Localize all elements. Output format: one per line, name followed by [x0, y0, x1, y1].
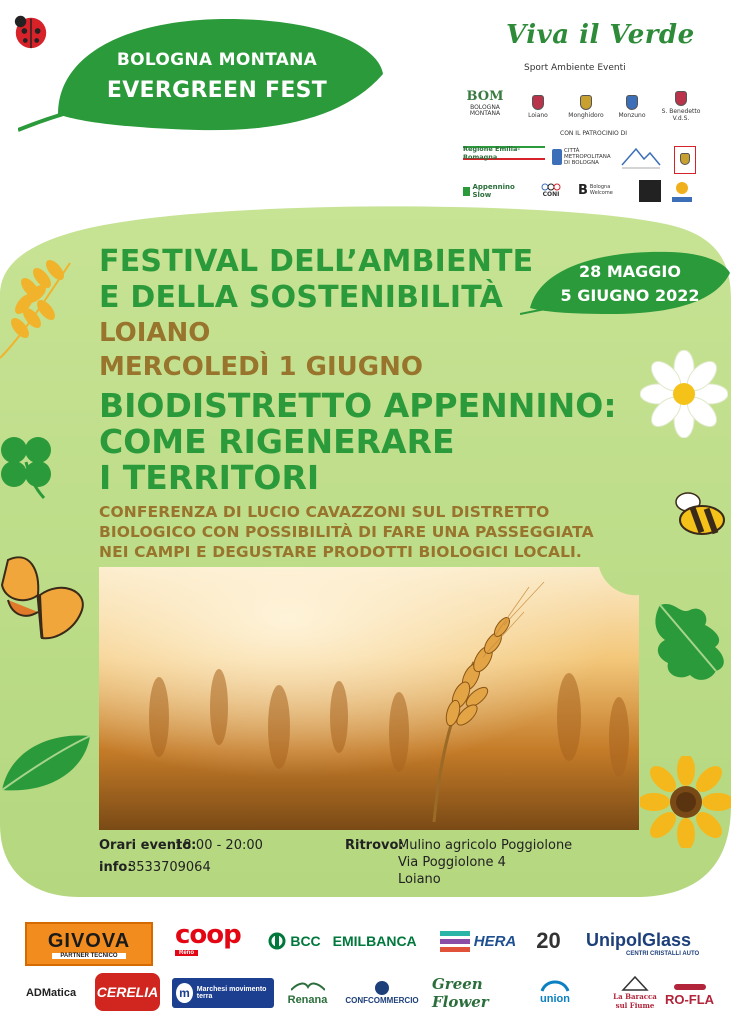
givova-name: GIVOVA — [47, 929, 131, 952]
bcc-icon — [268, 932, 286, 950]
date-start: 28 MAGGIO — [579, 262, 681, 281]
comune-monghidoro-logo — [570, 88, 602, 126]
union-name: union — [540, 993, 570, 1005]
bom-logo-label: BOLOGNA MONTANA — [469, 103, 501, 118]
baracca-logo — [610, 972, 660, 1012]
viva-il-verde-subtitle: Sport Ambiente Eventi — [524, 63, 626, 73]
viva-il-verde-logo: Viva il Verde — [506, 20, 695, 50]
confcommercio-name: CONFCOMMERCIO — [345, 995, 419, 1005]
marchesi-name: Marchesi movimento terra — [196, 986, 267, 1000]
event-location: LOIANO — [99, 318, 211, 348]
bologna-welcome-logo: B Bologna Welcome — [578, 182, 613, 198]
comune-monghidoro-label: Monghidoro — [568, 111, 604, 119]
crest-icon — [580, 95, 592, 110]
orari-label: Orari evento: — [99, 838, 197, 853]
sunflower-icon — [640, 756, 731, 848]
hera-name: HERA — [473, 932, 517, 950]
unipolglass-logo — [586, 926, 711, 960]
bcc-emilbanca-logo — [260, 928, 425, 954]
oak-leaf-icon — [650, 595, 731, 685]
crest-icon — [552, 149, 562, 165]
regione-emilia-romagna-logo: Regione Emilia-Romagna — [463, 146, 545, 160]
description-line1: CONFERENZA DI LUCIO CAVAZZONI SUL DISTRETTO — [99, 503, 550, 521]
comune-monzuno-label: Monzuno — [618, 111, 646, 119]
sun-logo-icon — [670, 178, 694, 204]
comune-loiano-logo — [525, 88, 551, 126]
leaf-icon — [0, 730, 92, 798]
description-line3: NEI CAMPI E DEGUSTARE PRODOTTI BIOLOGICI LOCALI. — [99, 543, 582, 561]
daisy-icon — [640, 350, 728, 438]
bom-logo-short: BOM — [466, 89, 504, 105]
comune-loiano-label: Loiano — [528, 111, 548, 119]
givova-logo — [25, 922, 153, 966]
slow-icon — [463, 187, 470, 196]
confcommercio-logo — [338, 973, 426, 1011]
date-end: 5 GIUGNO 2022 — [560, 286, 700, 305]
cerelia-name: CERELIA — [96, 984, 159, 1000]
hera-logo — [438, 925, 518, 957]
date-leaf-icon — [520, 248, 730, 316]
marchesi-icon: m — [176, 983, 193, 1003]
rofla-name: RO-FLA — [664, 991, 715, 1007]
union-icon — [540, 977, 570, 993]
confcommercio-icon — [373, 980, 391, 996]
comune-sbenedetto-label: S. Benedetto V.d.S. — [661, 108, 701, 122]
renana-icon — [291, 980, 325, 994]
festival-title-line2: E DELLA SOSTENIBILITÀ — [99, 280, 504, 315]
crest-icon — [626, 95, 638, 110]
comune-sbenedetto-logo — [660, 88, 702, 126]
header-title-line2: EVERGREEN FEST — [106, 78, 328, 103]
cerelia-logo — [95, 973, 160, 1011]
clover-icon — [0, 432, 60, 500]
hera-icon — [440, 929, 470, 953]
coop-name: coop — [175, 920, 241, 950]
info-label: info: — [99, 860, 133, 875]
ritrovo-line2: Via Poggiolone 4 — [398, 855, 506, 870]
baracca-name: La Baracca sul Fiume — [613, 992, 657, 1010]
green-flower-logo: Green Flower — [432, 975, 489, 1011]
unipolglass-name: UnipolGlass — [586, 929, 692, 950]
topic-title-line2: COME RIGENERARE — [99, 422, 455, 461]
bee-icon — [668, 490, 730, 540]
citta-metropolitana-logo: CITTÀ METROPOLITANA DI BOLOGNA — [552, 144, 617, 170]
parco-logo — [639, 180, 661, 202]
givova-sub: PARTNER TECNICO — [52, 953, 125, 959]
admatica-logo: ADMatica — [25, 987, 77, 999]
ritrovo-label: Ritrovo: — [345, 838, 404, 853]
bom-logo — [460, 85, 510, 123]
comune-monzuno-logo — [618, 88, 646, 126]
wheat-ear-icon — [0, 258, 90, 368]
renana-name: Renana — [287, 994, 328, 1006]
baracca-icon — [621, 974, 649, 992]
coop-sub: Reno — [175, 950, 198, 956]
crest-icon — [675, 91, 687, 106]
wheat-field-photo — [99, 567, 639, 830]
patrocinio-label: CON IL PATROCINIO DI — [560, 130, 627, 137]
coni-logo: CONI — [534, 180, 568, 202]
event-day: MERCOLEDÌ 1 GIUGNO — [99, 352, 423, 382]
bcc-name: BCC — [290, 933, 321, 949]
marchesi-logo — [172, 978, 274, 1008]
coop-logo — [175, 918, 245, 958]
crest-icon — [680, 153, 690, 165]
unipolglass-sub: CENTRI CRISTALLI AUTO — [626, 950, 700, 957]
topic-title-line1: BIODISTRETTO APPENNINO: — [99, 386, 617, 425]
rofla-icon — [670, 980, 710, 992]
mountain-logo-icon — [620, 145, 662, 171]
orari-value: 18:00 - 20:00 — [175, 838, 263, 853]
crest-icon — [532, 95, 544, 110]
emilbanca-name: EMILBANCA — [332, 933, 417, 949]
renana-logo — [285, 975, 330, 1011]
ritrovo-line3: Loiano — [398, 872, 441, 887]
butterfly-icon — [0, 550, 90, 650]
header-leaf-icon — [18, 14, 388, 132]
appennino-slow-logo: Appennino Slow — [463, 184, 525, 198]
ritrovo-line1: Mulino agricolo Poggiolone — [398, 838, 573, 853]
info-phone: 3533709064 — [128, 860, 211, 875]
description-line2: BIOLOGICO CON POSSIBILITÀ DI FARE UNA PASSEGGIATA — [99, 523, 594, 541]
festival-title-line1: FESTIVAL DELL’AMBIENTE — [99, 244, 534, 279]
ente-logo — [674, 146, 696, 174]
union-logo — [530, 973, 580, 1009]
rofla-logo — [662, 976, 717, 1010]
header-title-line1: BOLOGNA MONTANA — [116, 50, 318, 70]
topic-title-line3: I TERRITORI — [99, 458, 320, 497]
twenty-years-logo: 20 — [536, 928, 561, 953]
